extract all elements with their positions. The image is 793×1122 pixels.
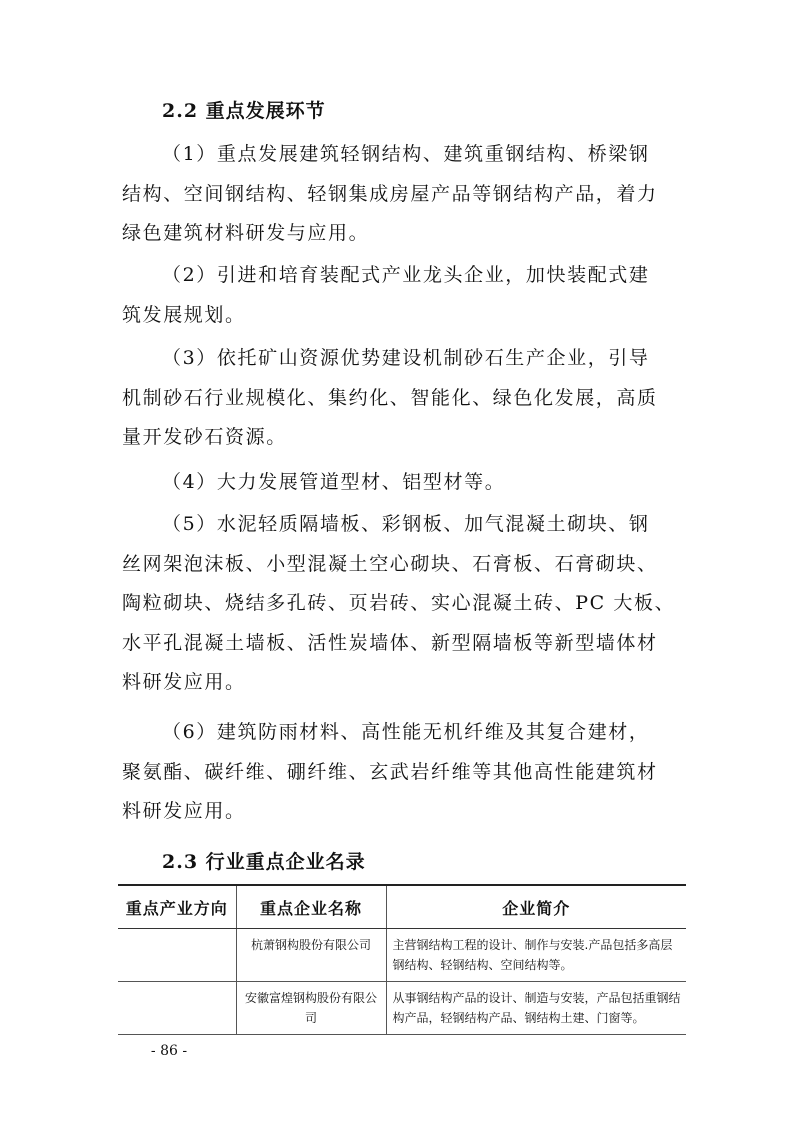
paragraph-line: 结构、空间钢结构、轻钢集成房屋产品等钢结构产品，着力 [122, 182, 658, 205]
paragraph-line: 料研发应用。 [122, 671, 246, 693]
enterprise-table [118, 884, 686, 1035]
section-heading-2-2: 2.2 重点发展环节 [162, 100, 326, 122]
paragraph-3 [122, 339, 682, 458]
paragraph-line: （2）引进和培育装配式产业龙头企业，加快装配式建 [162, 264, 650, 286]
paragraph-line: （5）水泥轻质隔墙板、彩钢板、加气混凝土砌块、钢 [162, 513, 650, 535]
paragraph-line: 绿色建筑材料研发与应用。 [122, 222, 370, 244]
paragraph-line: （1）重点发展建筑轻钢结构、建筑重钢结构、桥梁钢 [162, 143, 650, 165]
paragraph-line: 聚氨酯、碳纤维、硼纤维、玄武岩纤维等其他高性能建筑材 [122, 760, 658, 783]
paragraph-line: 量开发砂石资源。 [122, 426, 287, 448]
cell-direction [118, 982, 236, 1035]
cell-company-intro: 主营钢结构工程的设计、制作与安装.产品包括多高层钢结构、轻钢结构、空间结构等。 [386, 929, 686, 982]
page-number: - 86 - [150, 1043, 188, 1059]
column-header-company: 重点企业名称 [236, 885, 386, 929]
column-header-direction: 重点产业方向 [118, 885, 236, 929]
paragraph-2 [122, 256, 682, 335]
table-row [118, 929, 686, 982]
paragraph-line: 丝网架泡沫板、小型混凝土空心砌块、石膏板、石膏砌块、 [122, 552, 658, 575]
cell-direction [118, 929, 236, 982]
paragraph-4 [122, 463, 682, 503]
paragraph-line: （6）建筑防雨材料、高性能无机纤维及其复合建材， [162, 721, 650, 743]
paragraph-line: 料研发应用。 [122, 800, 246, 822]
paragraph-line: 机制砂石行业规模化、集约化、智能化、绿色化发展，高质 [122, 386, 658, 409]
cell-company-name: 安徽富煌钢构股份有限公司 [236, 982, 386, 1035]
cell-company-intro: 从事钢结构产品的设计、制造与安装，产品包括重钢结构产品，轻钢结构产品、钢结构土建、门窗等。 [386, 982, 686, 1035]
paragraph-6 [122, 713, 682, 832]
paragraph-5 [122, 505, 682, 703]
paragraph-1 [122, 135, 682, 254]
table-row [118, 982, 686, 1035]
paragraph-line: （4）大力发展管道型材、铝型材等。 [162, 471, 506, 493]
section-heading-2-3: 2.3 行业重点企业名录 [162, 851, 366, 873]
table-header-row [118, 885, 686, 929]
paragraph-line: （3）依托矿山资源优势建设机制砂石生产企业，引导 [162, 347, 650, 369]
paragraph-line: 陶粒砌块、烧结多孔砖、页岩砖、实心混凝土砖、PC 大板、 [122, 592, 676, 614]
cell-company-name: 杭萧钢构股份有限公司 [236, 929, 386, 982]
paragraph-line: 水平孔混凝土墙板、活性炭墙体、新型隔墙板等新型墙体材 [122, 631, 658, 654]
paragraph-line: 筑发展规划。 [122, 303, 246, 326]
column-header-intro: 企业简介 [386, 885, 686, 929]
